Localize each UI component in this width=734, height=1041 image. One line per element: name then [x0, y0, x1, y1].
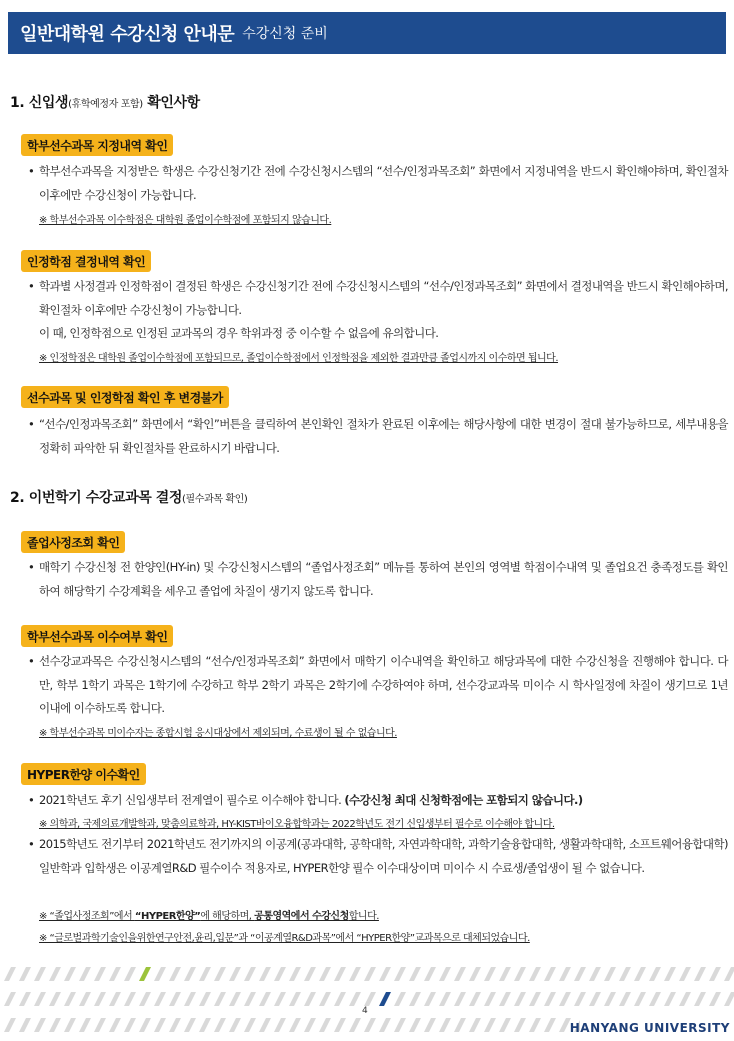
stripe [529, 1018, 541, 1032]
paragraph-text: 매학기 수강신청 전 한양인(HY-in) 및 수강신청시스템의 “졸업사정조회” 메뉴를 통하여 본인의 영역별 학점이수내역 및 졸업요건 충족정도를 확인하여 해당학기 수강계획을 세우고 졸업에 차질이 생기지 않도록 합니다. [39, 560, 728, 598]
stripe [49, 992, 61, 1006]
stripe [724, 967, 734, 981]
stripe [19, 1018, 31, 1032]
stripe [319, 992, 331, 1006]
stripe [484, 992, 496, 1006]
badge-graduation-check: 졸업사정조회 확인 [21, 531, 125, 553]
stripe [439, 1018, 451, 1032]
paragraph-text [28, 789, 728, 813]
bullet: • [28, 837, 35, 851]
stripe [454, 1018, 466, 1032]
section-1-title-small: (휴학예정자 포함) [68, 99, 143, 110]
stripe [409, 967, 421, 981]
paragraph-text: 2015학년도 전기부터 2021학년도 전기까지의 이공계(공과대학, 공학대학, 자연과학대학, 과학기술융합대학, 생활과학대학, 소프트웨어융합대학) 일반학과 입학생은 이공계열R&D 필수이수 적용자로, HYPER한양 필수 이수대상이며 미이수 시 수료생/졸업생이 될 수 없습니다. [39, 837, 728, 875]
stripe [484, 967, 496, 981]
note-b1-pre: ※ “졸업사정조회”에서 [39, 911, 135, 922]
stripe [484, 1018, 496, 1032]
stripe [214, 1018, 226, 1032]
stripe [64, 967, 76, 981]
bullet: • [28, 279, 35, 293]
paragraph-text-2: 이 때, 인정학점으로 인정된 교과목의 경우 학위과정 중 이수할 수 없음에 유의합니다. [39, 326, 439, 340]
stripe [589, 992, 601, 1006]
stripe [439, 967, 451, 981]
stripe [34, 967, 46, 981]
stripe [229, 992, 241, 1006]
stripe [289, 992, 301, 1006]
stripe [679, 967, 691, 981]
stripe [304, 1018, 316, 1032]
stripe [259, 1018, 271, 1032]
stripe [244, 1018, 256, 1032]
stripe [109, 967, 121, 981]
stripe [439, 992, 451, 1006]
page-header [8, 12, 726, 54]
stripe [154, 1018, 166, 1032]
stripe [49, 967, 61, 981]
stripe [64, 1018, 76, 1032]
note-b1-post: 합니다. [348, 911, 379, 922]
stripe [559, 992, 571, 1006]
stripe [49, 1018, 61, 1032]
stripe [694, 967, 706, 981]
stripe [694, 992, 706, 1006]
stripe [349, 1018, 361, 1032]
badge-undergrad-prereq: 학부선수과목 지정내역 확인 [21, 134, 173, 156]
stripe [589, 967, 601, 981]
hyper-a-text: 2021학년도 후기 신입생부터 전계열이 필수로 이수해야 합니다. [39, 793, 342, 807]
stripe [79, 1018, 91, 1032]
paragraph-text: 학부선수과목을 지정받은 학생은 수강신청기간 전에 수강신청시스템의 “선수/인정과목조회” 화면에서 지정내역을 반드시 확인해야하며, 확인절차 이후에만 수강신청이 가능합니다. [39, 164, 728, 202]
stripe [244, 967, 256, 981]
stripe [319, 967, 331, 981]
stripe [604, 992, 616, 1006]
stripe [409, 1018, 421, 1032]
stripe-pattern-middle [0, 992, 734, 1006]
stripe [514, 992, 526, 1006]
stripe [394, 967, 406, 981]
stripe [244, 992, 256, 1006]
note-b1-bold: “HYPER한양” [134, 911, 201, 922]
stripe [34, 992, 46, 1006]
stripe [124, 1018, 136, 1032]
stripe [619, 992, 631, 1006]
note-hyper-b1 [39, 907, 379, 922]
stripe [169, 967, 181, 981]
stripe [454, 992, 466, 1006]
stripe [544, 967, 556, 981]
bullet: • [28, 164, 35, 178]
page-title: 일반대학원 수강신청 안내문 [20, 24, 235, 45]
stripe [124, 992, 136, 1006]
stripe [274, 992, 286, 1006]
stripe [394, 992, 406, 1006]
paragraph-prereq-completion [28, 650, 728, 721]
footer-stripes-top [0, 967, 734, 981]
stripe [709, 992, 721, 1006]
section-2-title-small: (필수과목 확인) [182, 494, 248, 505]
stripe [274, 1018, 286, 1032]
stripe [634, 992, 646, 1006]
stripe-pattern-bottom [0, 1018, 580, 1032]
stripe [319, 1018, 331, 1032]
stripe [424, 967, 436, 981]
stripe [349, 967, 361, 981]
note-b1-mid: 에 해당하며, [200, 911, 255, 922]
stripe [529, 992, 541, 1006]
bullet: • [28, 417, 35, 431]
stripe [259, 967, 271, 981]
stripe [259, 992, 271, 1006]
paragraph-text: 선수강교과목은 수강신청시스템의 “선수/인정과목조회” 화면에서 매학기 이수내역을 확인하고 해당과목에 대한 수강신청을 진행해야 합니다. 다만, 학부 1학기 과목은 1학기에 수강하고 학부 2학기 과목은 2학기에 수강하여야 하며, 선수강교과목 미이수 시 학사일정에 차질이 생기므로 1년 이내에 이수하도록 합니다. [39, 654, 728, 715]
stripe [724, 992, 734, 1006]
stripe [304, 992, 316, 1006]
stripe [214, 967, 226, 981]
stripe [499, 1018, 511, 1032]
stripe [514, 967, 526, 981]
stripe [274, 967, 286, 981]
page-subtitle: 수강신청 준비 [242, 26, 328, 42]
stripe [184, 967, 196, 981]
stripe [184, 992, 196, 1006]
footer-stripes-middle [0, 992, 734, 1006]
stripe [529, 967, 541, 981]
stripe [649, 967, 661, 981]
stripe [409, 992, 421, 1006]
stripe [649, 992, 661, 1006]
stripe [94, 1018, 106, 1032]
page-number: 4 [362, 1006, 368, 1016]
stripe [79, 967, 91, 981]
stripe [79, 992, 91, 1006]
stripe [169, 992, 181, 1006]
stripe [469, 1018, 481, 1032]
stripe [214, 992, 226, 1006]
stripe [424, 1018, 436, 1032]
section-1-title-suffix: 확인사항 [142, 95, 200, 111]
stripe [619, 967, 631, 981]
stripe [4, 1018, 16, 1032]
stripe [514, 1018, 526, 1032]
badge-recognized-credits: 인정학점 결정내역 확인 [21, 250, 151, 272]
university-logo: HANYANG UNIVERSITY [569, 1021, 730, 1035]
stripe [109, 992, 121, 1006]
stripe [4, 992, 16, 1006]
stripe [469, 992, 481, 1006]
stripe [379, 967, 391, 981]
note-hyper-a: ※ 의학과, 국제의료개발학과, 맞춤의료학과, HY-KIST바이오융합학과는 2022학년도 전기 신입생부터 필수로 이수해야 합니다. [39, 819, 555, 830]
stripe [559, 967, 571, 981]
stripe [349, 992, 361, 1006]
stripe [199, 967, 211, 981]
stripe [169, 1018, 181, 1032]
section-2-heading [10, 487, 247, 507]
stripe [454, 967, 466, 981]
stripe [574, 992, 586, 1006]
stripe [94, 992, 106, 1006]
paragraph-text: “선수/인정과목조회” 화면에서 “확인”버튼을 클릭하여 본인확인 절차가 완료된 이후에는 해당사항에 대한 변경이 절대 불가능하므로, 세부내용을 정확히 파악한 뒤 확인절차를 완료하시기 바랍니다. [39, 417, 728, 455]
stripe [19, 967, 31, 981]
note-undergrad-prereq: ※ 학부선수과목 이수학점은 대학원 졸업이수학점에 포함되지 않습니다. [39, 215, 332, 226]
stripe [394, 1018, 406, 1032]
stripe [379, 1018, 391, 1032]
hyper-a-bold: (수강신청 최대 신청학점에는 포함되지 않습니다.) [344, 793, 583, 807]
stripe [19, 992, 31, 1006]
stripe [574, 967, 586, 981]
paragraph-graduation-check [28, 556, 728, 603]
stripe [709, 967, 721, 981]
stripe [499, 967, 511, 981]
bullet: • [28, 793, 35, 807]
stripe [664, 992, 676, 1006]
stripe [34, 1018, 46, 1032]
stripe [304, 967, 316, 981]
stripe [544, 1018, 556, 1032]
stripe [94, 967, 106, 981]
note-hyper-b2: ※ “글로벌과학기술인을위한연구안전,윤리,입문”과 “이공계열R&D과목”에서 “HYPER한양”교과목으로 대체되었습니다. [39, 933, 530, 944]
stripe [379, 992, 391, 1006]
note-prereq-completion: ※ 학부선수과목 미이수자는 종합시험 응시대상에서 제외되며, 수료생이 될 수 없습니다. [39, 728, 397, 739]
stripe [139, 967, 151, 981]
stripe [469, 967, 481, 981]
stripe [664, 967, 676, 981]
stripe [139, 992, 151, 1006]
paragraph-recognized-credits [28, 275, 728, 346]
stripe [544, 992, 556, 1006]
stripe-pattern-top [0, 967, 734, 981]
section-2-title-prefix: 2. 이번학기 수강교과목 결정 [10, 490, 183, 506]
stripe [184, 1018, 196, 1032]
footer-stripes-bottom [0, 1018, 580, 1032]
stripe [364, 967, 376, 981]
paragraph-undergrad-prereq [28, 160, 728, 207]
note-recognized-credits: ※ 인정학점은 대학원 졸업이수학점에 포함되므로, 졸업이수학점에서 인정학점을 제외한 결과만큼 졸업시까지 이수하면 됩니다. [39, 353, 559, 364]
stripe [154, 967, 166, 981]
stripe [124, 967, 136, 981]
note-b1-bold2: 공통영역에서 수강신청 [254, 911, 349, 922]
badge-no-change: 선수과목 및 인정학점 확인 후 변경불가 [21, 386, 229, 408]
stripe [109, 1018, 121, 1032]
bullet: • [28, 560, 35, 574]
stripe [679, 992, 691, 1006]
stripe [139, 1018, 151, 1032]
section-1-heading [10, 92, 200, 112]
stripe [634, 967, 646, 981]
stripe [334, 967, 346, 981]
stripe [364, 1018, 376, 1032]
paragraph-hyper-b [28, 833, 728, 880]
stripe [229, 967, 241, 981]
section-1-title-prefix: 1. 신입생 [10, 95, 69, 111]
stripe [424, 992, 436, 1006]
stripe [229, 1018, 241, 1032]
stripe [154, 992, 166, 1006]
stripe [199, 1018, 211, 1032]
stripe [499, 992, 511, 1006]
stripe [199, 992, 211, 1006]
paragraph-no-change [28, 413, 728, 460]
stripe [289, 1018, 301, 1032]
stripe [4, 967, 16, 981]
bullet: • [28, 654, 35, 668]
paragraph-hyper-a [28, 789, 728, 813]
stripe [334, 1018, 346, 1032]
stripe [604, 967, 616, 981]
stripe [289, 967, 301, 981]
stripe [364, 992, 376, 1006]
badge-prereq-completion: 학부선수과목 이수여부 확인 [21, 625, 173, 647]
badge-hyper-hanyang: HYPER한양 이수확인 [21, 763, 146, 785]
paragraph-text: 학과별 사정결과 인정학점이 결정된 학생은 수강신청기간 전에 수강신청시스템의 “선수/인정과목조회” 화면에서 결정내역을 반드시 확인해야하며, 확인절차 이후에만 수강신청이 가능합니다. [39, 279, 728, 317]
stripe [64, 992, 76, 1006]
stripe [334, 992, 346, 1006]
